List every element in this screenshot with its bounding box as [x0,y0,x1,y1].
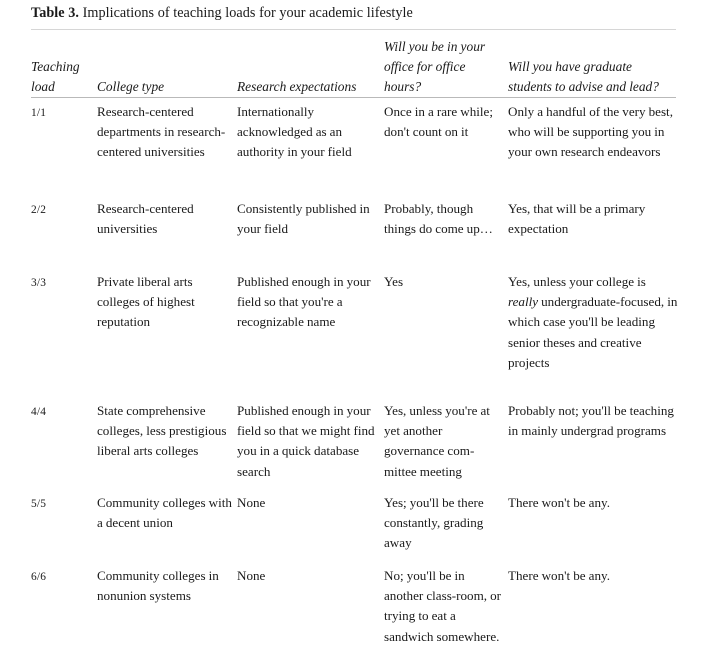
cell-college-type: State comprehensive colleges, less prestigious liberal arts colleges [97,403,227,459]
cell-college-type: Research-centered departments in research-centered universities [97,104,226,160]
cell-research-expectations: Published enough in your field so that you're a recognizable name [237,274,371,330]
column-header-teaching-load-line2: load [31,79,55,94]
column-header-teaching-load [31,57,93,97]
cell-research-expectations: Internationally acknowledged as an authority in your field [237,104,352,160]
cell-research-expectations: Consistently published in your field [237,201,370,237]
cell-college-type: Private liberal arts colleges of highest reputation [97,274,195,330]
cell-graduate-students-pre: Probably not; you'll be teaching in mainly undergrad programs [508,403,674,439]
column-header-office-hours [384,37,502,97]
column-header-teaching-load-line1: Teaching [31,59,80,74]
cell-graduate-students [508,199,679,239]
cell-graduate-students-post: undergraduate-focused, in which case you'll be leading senior theses and creative projects [508,294,678,370]
cell-teaching-load: 4/4 [31,406,47,418]
cell-research-expectations: None [237,495,266,510]
cell-teaching-load: 1/1 [31,107,47,119]
cell-teaching-load: 6/6 [31,571,47,583]
cell-graduate-students-emphasis: really [508,294,539,310]
column-header-college-type: College type [97,79,165,94]
cell-office-hours: Probably, though things do come up… [384,201,493,237]
table-header-rule [31,97,676,98]
cell-teaching-load: 3/3 [31,277,47,289]
cell-college-type: Research-centered universities [97,201,194,237]
cell-office-hours: Yes [384,274,404,289]
cell-graduate-students [508,401,679,441]
cell-research-expectations: Published enough in your field so that we might find you in a quick database search [237,403,375,479]
cell-graduate-students-pre: There won't be any. [508,568,610,583]
cell-office-hours: Once in a rare while; don't count on it [384,104,493,140]
column-header-office-hours-line2: office for office [384,59,466,74]
table-caption-label: Table 3. [31,5,79,21]
cell-graduate-students-pre: Yes, unless your college is [508,274,646,289]
column-header-graduate-students-line2: students to advise and lead? [508,79,659,94]
cell-office-hours: Yes; you'll be there constantly, grading away [384,495,484,551]
cell-graduate-students [508,272,679,373]
cell-college-type: Community colleges in nonunion systems [97,568,219,604]
cell-graduate-students-pre: There won't be any. [508,495,610,510]
cell-graduate-students [508,102,679,163]
column-header-graduate-students [508,57,679,97]
column-header-research-expectations: Research expectations [237,79,357,94]
cell-office-hours: No; you'll be in another class-room, or trying to eat a sandwich somewhere. [384,568,502,644]
cell-office-hours: Yes, unless you're at yet another governance com-mittee meeting [384,403,490,479]
cell-graduate-students-pre: Only a handful of the very best, who will be supporting you in your own research endeavors [508,104,673,160]
cell-research-expectations: None [237,568,266,583]
table-top-rule [31,29,676,30]
column-header-office-hours-line3: hours? [384,79,422,94]
cell-graduate-students [508,566,679,586]
cell-teaching-load: 2/2 [31,204,47,216]
cell-graduate-students [508,493,679,513]
column-header-graduate-students-line1: Will you have graduate [508,59,632,74]
cell-graduate-students-pre: Yes, that will be a primary expectation [508,201,646,237]
cell-college-type: Community colleges with a decent union [97,495,232,531]
cell-teaching-load: 5/5 [31,498,47,510]
table-caption-text: Implications of teaching loads for your academic lifestyle [78,5,413,21]
column-header-office-hours-line1: Will you be in your [384,39,486,54]
table-caption [31,4,679,22]
table-header-row [31,36,679,97]
